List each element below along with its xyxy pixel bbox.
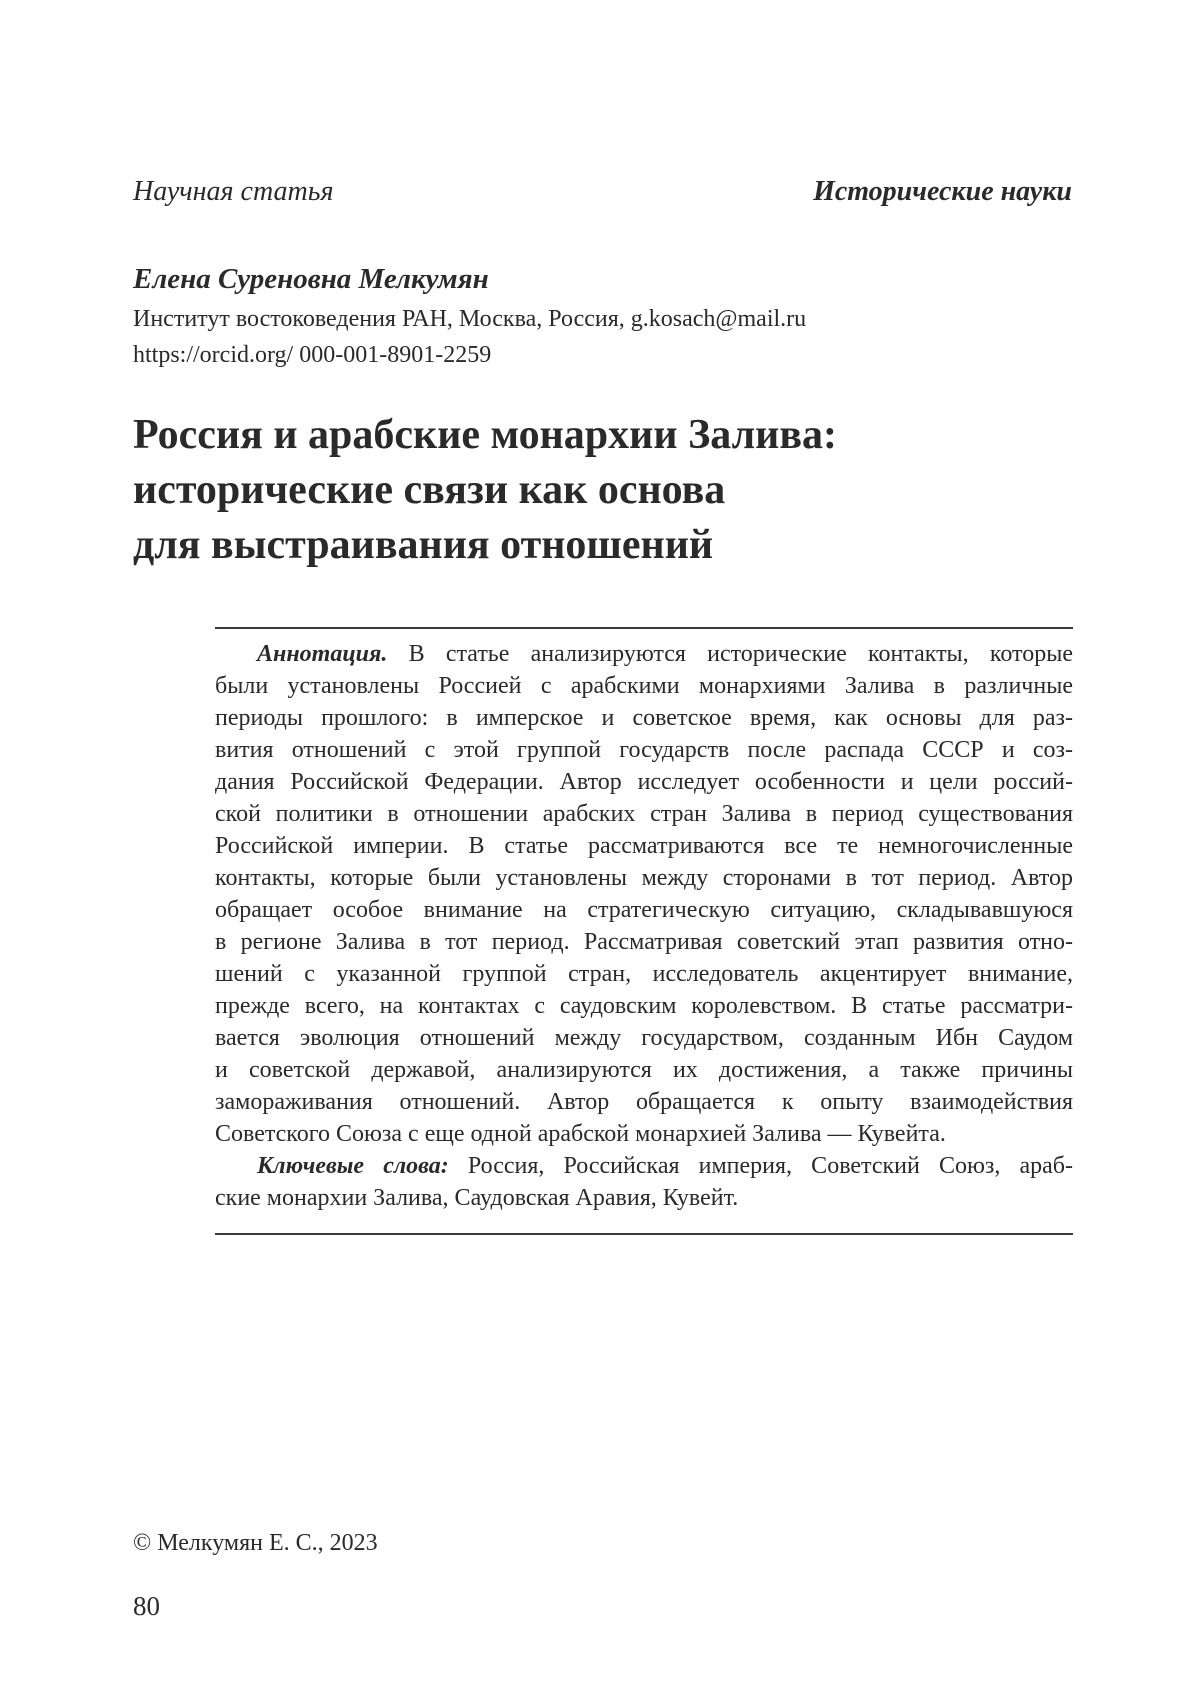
title-line: Россия и арабские монархии Залива: — [133, 408, 1093, 463]
abstract-line: ской политики в отношении арабских стран Залива в период существования — [215, 798, 1073, 830]
title-line: для выстраивания отношений — [133, 518, 1093, 573]
abstract-line — [215, 638, 1073, 670]
abstract-line: вития отношений с этой группой государств после распада СССР и соз- — [215, 734, 1073, 766]
abstract-text: В статье анализируются исторические контакты, которые — [387, 641, 1073, 667]
title-line: исторические связи как основа — [133, 463, 1093, 518]
abstract-line: в регионе Залива в тот период. Рассматривая советский этап развития отно- — [215, 926, 1073, 958]
section-name: Исторические науки — [700, 176, 1072, 208]
abstract-line: Советского Союза с еще одной арабской монархией Залива — Кувейта. — [215, 1118, 1073, 1150]
abstract-line: были установлены Россией с арабскими монархиями Залива в различные — [215, 670, 1073, 702]
abstract-line: контакты, которые были установлены между сторонами в тот период. Автор — [215, 862, 1073, 894]
copyright-notice: © Мелкумян Е. С., 2023 — [133, 1530, 378, 1557]
article-type: Научная статья — [133, 176, 334, 208]
keywords-line: ские монархии Залива, Саудовская Аравия, Кувейт. — [215, 1182, 1073, 1214]
abstract-line: обращает особое внимание на стратегическую ситуацию, складывавшуюся — [215, 894, 1073, 926]
keywords-label: Ключевые слова: — [257, 1153, 449, 1179]
abstract-line: дания Российской Федерации. Автор исследует особенности и цели россий- — [215, 766, 1073, 798]
abstract-block — [215, 638, 1073, 1214]
author-name: Елена Суреновна Мелкумян — [133, 263, 489, 296]
article-title — [133, 408, 1093, 573]
abstract-line: шений с указанной группой стран, исследователь акцентирует внимание, — [215, 958, 1073, 990]
keywords-line — [215, 1150, 1073, 1182]
abstract-bottom-rule — [215, 1233, 1073, 1235]
author-affiliation: Институт востоковедения РАН, Москва, Россия, g.kosach@mail.ru — [133, 306, 806, 333]
page-number: 80 — [133, 1591, 160, 1622]
abstract-line: Российской империи. В статье рассматриваются все те немногочисленные — [215, 830, 1073, 862]
abstract-line: вается эволюция отношений между государством, созданным Ибн Саудом — [215, 1022, 1073, 1054]
abstract-line: замораживания отношений. Автор обращается к опыту взаимодействия — [215, 1086, 1073, 1118]
abstract-line: и советской державой, анализируются их достижения, а также причины — [215, 1054, 1073, 1086]
abstract-line: периоды прошлого: в имперское и советское время, как основы для раз- — [215, 702, 1073, 734]
abstract-top-rule — [215, 627, 1073, 629]
author-orcid[interactable]: https://orcid.org/ 000-001-8901-2259 — [133, 342, 491, 369]
abstract-line: прежде всего, на контактах с саудовским королевством. В статье рассматри- — [215, 990, 1073, 1022]
abstract-label: Аннотация. — [257, 641, 387, 667]
keywords-text: Россия, Российская империя, Советский Союз, араб- — [449, 1153, 1073, 1179]
